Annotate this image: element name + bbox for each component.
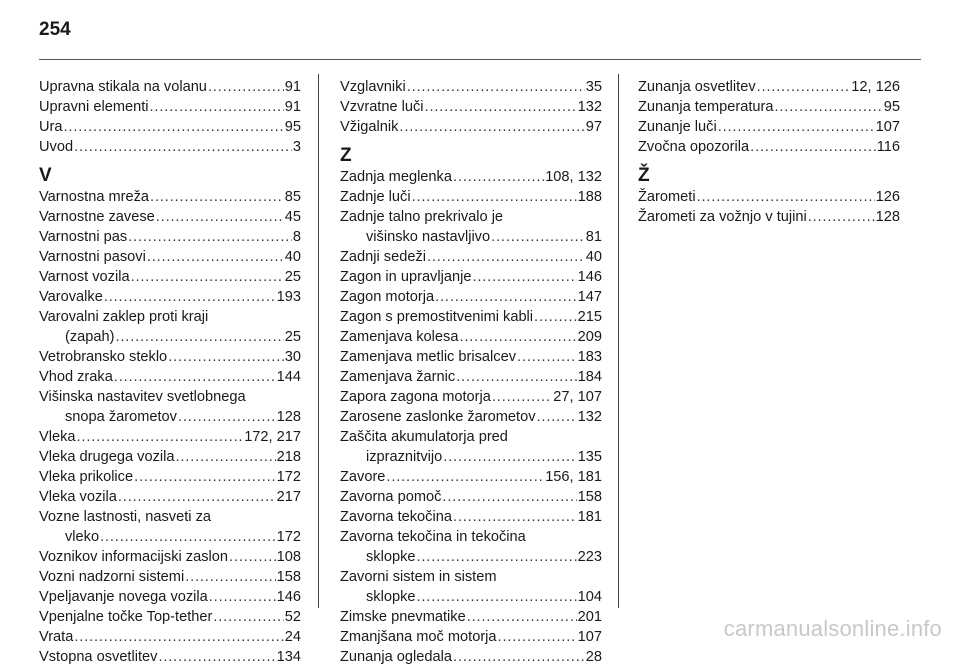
dot-leader	[104, 287, 276, 307]
index-entry-text: Vrata	[39, 629, 74, 645]
index-entry-text: Zadnji sedeži	[340, 249, 426, 265]
index-entry	[340, 647, 602, 667]
page-reference: 81	[585, 229, 602, 245]
index-entry-text: Zunanje luči	[638, 119, 717, 135]
index-entry-text: Zadnje luči	[340, 189, 411, 205]
index-entry-text: Zamenjava metlic brisalcev	[340, 349, 516, 365]
index-entry	[39, 467, 301, 487]
dot-leader	[128, 227, 292, 247]
page-reference: 25	[284, 269, 301, 285]
dot-leader	[412, 187, 577, 207]
page-reference: 85	[284, 189, 301, 205]
index-entry	[39, 307, 301, 347]
page-reference: 27, 107	[553, 389, 602, 405]
page-reference: 144	[276, 369, 301, 385]
index-entry	[340, 247, 602, 267]
dot-leader	[118, 487, 276, 507]
page-reference: 128	[875, 209, 900, 225]
page-reference: 12, 126	[851, 79, 900, 95]
index-entry	[39, 447, 301, 467]
page-reference: 156, 181	[545, 469, 602, 485]
index-entry-text: Žarometi za vožnjo v tujini	[638, 209, 807, 225]
index-entry-text: Varnostni pas	[39, 229, 128, 245]
index-letter-heading: Z	[340, 145, 352, 166]
page-reference: 107	[875, 119, 900, 135]
index-entry-text: Zimske pnevmatike	[340, 609, 466, 625]
dot-leader	[425, 97, 577, 117]
index-entry-text: Zunanja temperatura	[638, 99, 774, 115]
dot-leader	[168, 347, 284, 367]
dot-leader	[442, 487, 576, 507]
dot-leader	[229, 547, 276, 567]
index-entry-text: Zavorni sistem in sistem	[340, 569, 497, 585]
page-reference: 158	[276, 569, 301, 585]
dot-leader	[77, 427, 244, 447]
index-entry-text: Zunanja ogledala	[340, 649, 452, 665]
page-reference: 181	[577, 509, 602, 525]
index-entry-text: vleko	[65, 529, 100, 545]
page-reference: 95	[284, 119, 301, 135]
page-reference: 134	[276, 649, 301, 665]
index-entry-text: Zarosene zaslonke žarometov	[340, 409, 536, 425]
index-entry	[340, 367, 602, 387]
dot-leader	[534, 307, 577, 327]
dot-leader	[757, 77, 851, 97]
index-entry-text: Vleka vozila	[39, 489, 117, 505]
page-reference: 104	[577, 589, 602, 605]
dot-leader	[453, 167, 544, 187]
page-reference: 128	[276, 409, 301, 425]
index-entry	[340, 427, 602, 467]
dot-leader	[150, 97, 284, 117]
index-entry	[39, 247, 301, 267]
page-reference: 45	[284, 209, 301, 225]
page-reference: 217	[276, 489, 301, 505]
index-entry	[340, 327, 602, 347]
dot-leader	[156, 207, 284, 227]
page-reference: 184	[577, 369, 602, 385]
index-entry	[39, 427, 301, 447]
page-reference: 35	[585, 79, 602, 95]
dot-leader	[537, 407, 577, 427]
dot-leader	[459, 327, 576, 347]
page-reference: 158	[577, 489, 602, 505]
dot-leader	[115, 327, 283, 347]
page-reference: 172	[276, 469, 301, 485]
index-entry	[39, 287, 301, 307]
dot-leader	[407, 77, 585, 97]
page-reference: 108	[276, 549, 301, 565]
index-entry-text: Vetrobransko steklo	[39, 349, 168, 365]
dot-leader	[178, 407, 276, 427]
page-reference: 8	[292, 229, 301, 245]
index-entry	[340, 387, 602, 407]
index-entry	[39, 627, 301, 647]
index-entry-text: Vleka drugega vozila	[39, 449, 175, 465]
dot-leader	[208, 77, 284, 97]
page-reference: 126	[875, 189, 900, 205]
index-entry-text: Zapora zagona motorja	[340, 389, 491, 405]
index-entry	[340, 117, 602, 137]
index-entry-text: Zvočna opozorila	[638, 139, 750, 155]
index-column-1	[39, 77, 301, 667]
index-entry	[340, 207, 602, 247]
dot-leader	[64, 117, 284, 137]
index-entry-text: Zagon in upravljanje	[340, 269, 472, 285]
dot-leader	[456, 367, 576, 387]
index-entry-text: Varnostna mreža	[39, 189, 150, 205]
page-reference: 3	[292, 139, 301, 155]
page-reference: 215	[577, 309, 602, 325]
page-reference: 147	[577, 289, 602, 305]
index-entry	[638, 187, 900, 207]
page-reference: 91	[284, 99, 301, 115]
dot-leader	[491, 227, 585, 247]
dot-leader	[435, 287, 577, 307]
page-reference: 52	[284, 609, 301, 625]
index-entry	[340, 467, 602, 487]
page-reference: 91	[284, 79, 301, 95]
page-reference: 188	[577, 189, 602, 205]
dot-leader	[147, 247, 284, 267]
index-entry-text: Vhod zraka	[39, 369, 113, 385]
index-entry	[39, 387, 301, 427]
index-entry	[39, 137, 301, 157]
index-entry	[39, 587, 301, 607]
index-entry-text: Vozni nadzorni sistemi	[39, 569, 185, 585]
page-reference: 135	[577, 449, 602, 465]
dot-leader	[416, 587, 576, 607]
index-entry-text: višinsko nastavljivo	[366, 229, 491, 245]
dot-leader	[416, 547, 576, 567]
index-entry-text: Varovalni zaklep proti kraji	[39, 309, 209, 325]
index-entry-text: Zavorna tekočina	[340, 509, 452, 525]
index-entry	[638, 207, 900, 227]
index-column-3	[638, 77, 900, 227]
index-entry-text: Zmanjšana moč motorja	[340, 629, 497, 645]
page-reference: 116	[876, 139, 900, 155]
index-entry-text: izpraznitvijo	[366, 449, 443, 465]
index-entry	[39, 487, 301, 507]
dot-leader	[453, 507, 577, 527]
index-entry	[638, 77, 900, 97]
index-entry	[39, 187, 301, 207]
index-entry-text: Varnost vozila	[39, 269, 130, 285]
dot-leader	[185, 567, 275, 587]
page-reference: 172	[276, 529, 301, 545]
index-entry	[340, 267, 602, 287]
index-entry-text: Zagon motorja	[340, 289, 435, 305]
index-entry	[39, 367, 301, 387]
page-reference: 223	[577, 549, 602, 565]
index-entry-text: Upravna stikala na volanu	[39, 79, 207, 95]
index-entry	[340, 167, 602, 187]
index-entry	[638, 137, 900, 157]
dot-leader	[399, 117, 584, 137]
index-entry-text: Zamenjava žarnic	[340, 369, 456, 385]
index-entry	[39, 77, 301, 97]
index-entry-text: Zaščita akumulatorja pred	[340, 429, 508, 445]
dot-leader	[472, 267, 576, 287]
index-entry-text: sklopke	[366, 589, 416, 605]
index-entry-text: Zavore	[340, 469, 386, 485]
dot-leader	[498, 627, 577, 647]
index-entry-text: Varnostni pasovi	[39, 249, 146, 265]
index-entry	[638, 97, 900, 117]
index-entry-text: Varovalke	[39, 289, 103, 305]
dot-leader	[774, 97, 882, 117]
dot-leader	[74, 137, 292, 157]
index-entry	[39, 267, 301, 287]
index-entry-text: Voznikov informacijski zaslon	[39, 549, 228, 565]
index-entry-text: Vpeljavanje novega vozila	[39, 589, 208, 605]
dot-leader	[427, 247, 585, 267]
page-reference: 146	[276, 589, 301, 605]
index-entry-text: Vžigalnik	[340, 119, 399, 135]
index-entry	[340, 627, 602, 647]
column-divider	[318, 74, 319, 608]
index-entry-text: Vleka	[39, 429, 76, 445]
index-entry-text: Zamenjava kolesa	[340, 329, 459, 345]
dot-leader	[697, 187, 875, 207]
page-reference: 183	[577, 349, 602, 365]
dot-leader	[150, 187, 284, 207]
index-entry	[340, 287, 602, 307]
index-entry-text: Zavorna tekočina in tekočina	[340, 529, 526, 545]
page-reference: 108, 132	[545, 169, 602, 185]
page-reference: 146	[577, 269, 602, 285]
index-entry-text: (zapah)	[65, 329, 115, 345]
dot-leader	[74, 627, 283, 647]
dot-leader	[131, 267, 284, 287]
index-entry	[340, 97, 602, 117]
index-entry	[340, 487, 602, 507]
dot-leader	[209, 587, 276, 607]
index-entry	[39, 207, 301, 227]
index-entry	[340, 567, 602, 607]
dot-leader	[134, 467, 276, 487]
index-entry	[39, 97, 301, 117]
page-reference: 201	[577, 609, 602, 625]
index-entry	[340, 187, 602, 207]
index-entry	[39, 647, 301, 667]
index-entry	[39, 117, 301, 137]
index-entry-text: Vpenjalne točke Top-tether	[39, 609, 213, 625]
index-entry-text: Žarometi	[638, 189, 696, 205]
index-entry	[340, 407, 602, 427]
index-entry	[39, 507, 301, 547]
index-entry	[340, 347, 602, 367]
dot-leader	[386, 467, 544, 487]
index-entry-text: Zavorna pomoč	[340, 489, 442, 505]
index-entry	[39, 607, 301, 627]
dot-leader	[492, 387, 552, 407]
index-entry	[340, 307, 602, 327]
index-entry	[39, 567, 301, 587]
page-reference: 218	[276, 449, 301, 465]
dot-leader	[158, 647, 275, 667]
index-entry-text: sklopke	[366, 549, 416, 565]
index-entry-text: Ura	[39, 119, 63, 135]
index-entry-text: Varnostne zavese	[39, 209, 155, 225]
index-entry-text: Zagon s premostitvenimi kabli	[340, 309, 534, 325]
index-entry	[340, 527, 602, 567]
dot-leader	[467, 607, 577, 627]
index-entry	[39, 347, 301, 367]
dot-leader	[517, 347, 577, 367]
index-entry	[340, 607, 602, 627]
index-entry-text: Zunanja osvetlitev	[638, 79, 756, 95]
dot-leader	[443, 447, 576, 467]
page-reference: 40	[585, 249, 602, 265]
dot-leader	[750, 137, 876, 157]
page-number: 254	[39, 19, 71, 40]
page-reference: 24	[284, 629, 301, 645]
dot-leader	[114, 367, 276, 387]
page-reference: 30	[284, 349, 301, 365]
dot-leader	[808, 207, 875, 227]
page-reference: 28	[585, 649, 602, 665]
dot-leader	[100, 527, 276, 547]
page-reference: 97	[585, 119, 602, 135]
page-reference: 132	[577, 409, 602, 425]
index-entry-text: Upravni elementi	[39, 99, 149, 115]
header-rule	[39, 59, 921, 60]
index-entry-text: snopa žarometov	[65, 409, 177, 425]
index-entry	[39, 227, 301, 247]
index-letter-heading: Ž	[638, 165, 650, 186]
column-divider	[618, 74, 619, 608]
dot-leader	[453, 647, 585, 667]
page-reference: 25	[284, 329, 301, 345]
page-reference: 132	[577, 99, 602, 115]
index-entry-text: Vozne lastnosti, nasveti za	[39, 509, 211, 525]
page-reference: 172, 217	[244, 429, 301, 445]
index-entry-text: Zadnja meglenka	[340, 169, 452, 185]
dot-leader	[718, 117, 875, 137]
watermark: carmanualsonline.info	[723, 616, 942, 641]
dot-leader	[175, 447, 275, 467]
index-entry-text: Zadnje talno prekrivalo je	[340, 209, 504, 225]
index-entry	[340, 77, 602, 97]
page-reference: 40	[284, 249, 301, 265]
index-entry-text: Vzglavniki	[340, 79, 406, 95]
page-reference: 209	[577, 329, 602, 345]
index-entry-text: Uvod	[39, 139, 74, 155]
index-entry	[39, 547, 301, 567]
index-entry-text: Vzvratne luči	[340, 99, 424, 115]
index-entry	[638, 117, 900, 137]
index-entry	[340, 507, 602, 527]
index-entry-text: Vleka prikolice	[39, 469, 134, 485]
index-column-2	[340, 77, 602, 667]
index-letter-heading: V	[39, 165, 52, 186]
page-reference: 95	[883, 99, 900, 115]
dot-leader	[213, 607, 283, 627]
page-reference: 193	[276, 289, 301, 305]
index-entry-text: Višinska nastavitev svetlobnega	[39, 389, 246, 405]
index-entry-text: Vstopna osvetlitev	[39, 649, 158, 665]
page-reference: 107	[577, 629, 602, 645]
